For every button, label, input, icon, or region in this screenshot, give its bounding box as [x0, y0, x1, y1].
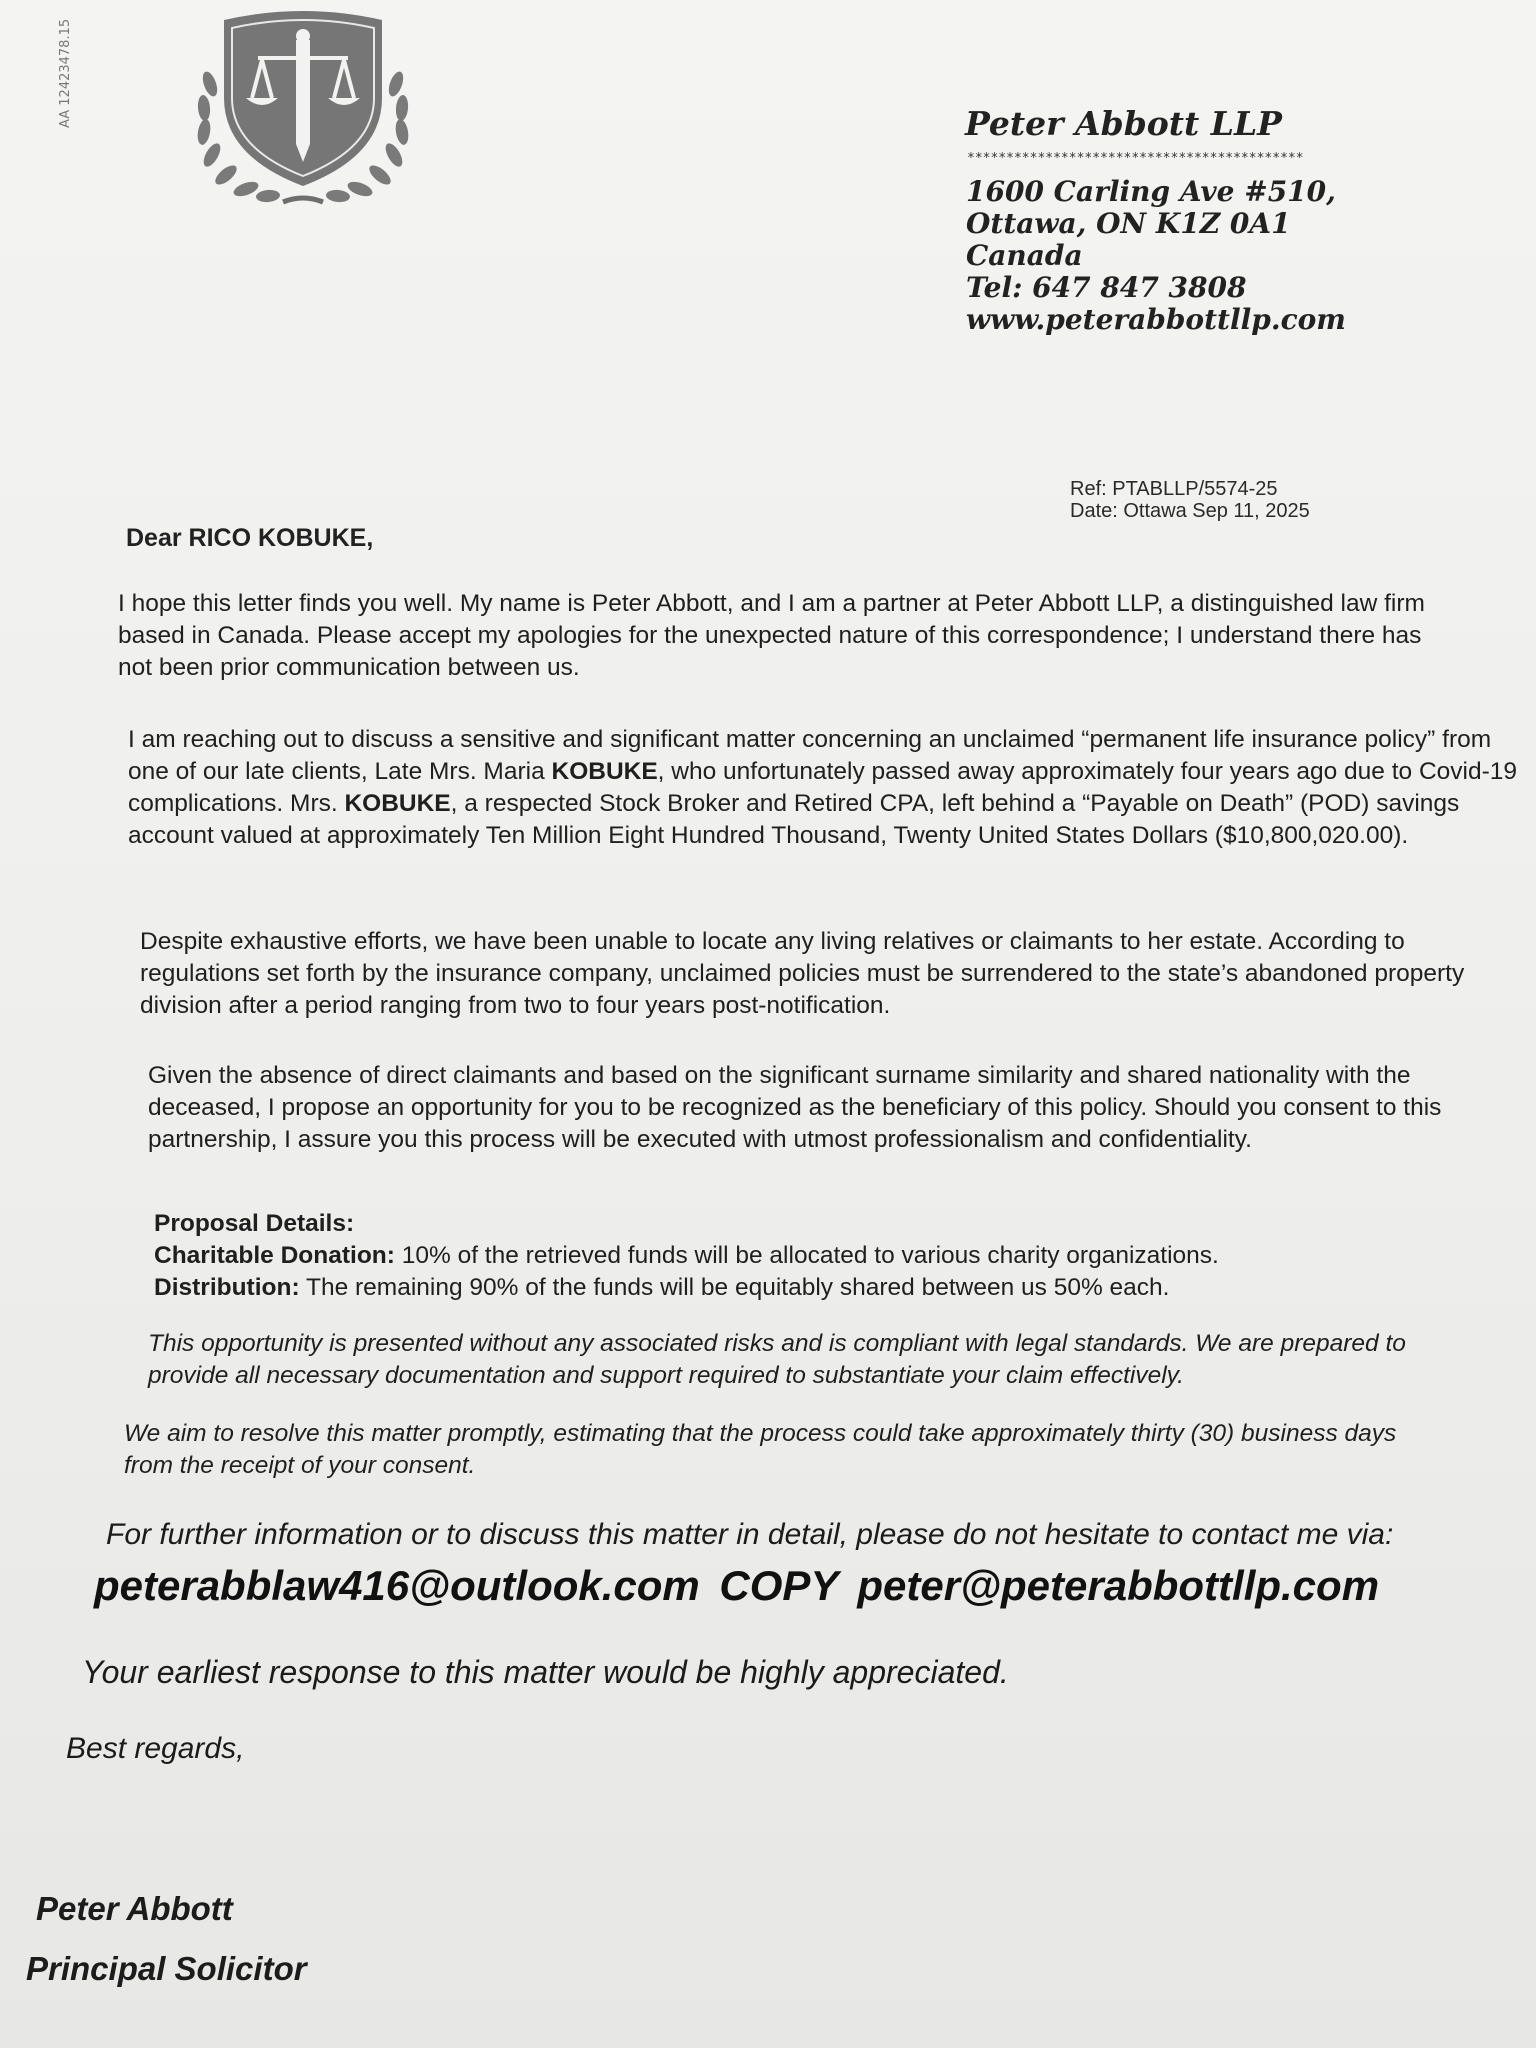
telephone: Tel: 647 847 3808 — [966, 271, 1247, 304]
paragraph-timeline: We aim to resolve this matter promptly, estimating that the process could take approximately thirty (30) business days from the receipt of your consent. — [124, 1420, 1397, 1479]
firm-name: Peter Abbott LLP — [965, 104, 1282, 143]
signatory-title: Principal Solicitor — [26, 1950, 307, 1987]
charity-line: Charitable Donation: 10% of the retrieved funds will be allocated to various charity organizations. — [154, 1242, 1219, 1269]
contact-instruction: For further information or to discuss this matter in detail, please do not hesitate to contact me via: — [106, 1518, 1394, 1551]
response-request: Your earliest response to this matter would be highly appreciated. — [82, 1654, 1009, 1690]
paragraph-efforts: Despite exhaustive efforts, we have been unable to locate any living relatives or claimants to her estate. According to regulations set forth by the insurance company, unclaimed policies must be surrendered to the state’s abandoned property division after a period ranging from two to four years post-notification. — [140, 928, 1465, 1019]
paragraph-intro: I hope this letter finds you well. My name is Peter Abbott, and I am a partner at Peter Abbott LLP, a distinguished law firm based in Canada. Please accept my apologies for the unexpected nature of this correspondence; I understand there has not been prior communication between us. — [118, 590, 1425, 681]
salutation: Dear RICO KOBUKE, — [126, 524, 374, 552]
scales-of-justice-crest-logo — [188, 6, 418, 216]
letter-date: Date: Ottawa Sep 11, 2025 — [1070, 500, 1310, 522]
address-city: Ottawa, ON K1Z 0A1 — [966, 207, 1291, 240]
contact-emails: peterabblaw416@outlook.com COPY peter@peterabbottllp.com — [94, 1562, 1380, 1609]
address-street: 1600 Carling Ave #510, — [966, 175, 1336, 208]
letterhead-divider: ******************************************* — [967, 151, 1304, 166]
distribution-line: Distribution: The remaining 90% of the funds will be equitably shared between us 50% each. — [154, 1274, 1170, 1301]
reference-number: Ref: PTABLLP/5574-25 — [1070, 478, 1278, 500]
address-country: Canada — [966, 239, 1083, 272]
proposal-heading: Proposal Details: — [154, 1210, 355, 1237]
paragraph-proposal: Given the absence of direct claimants and based on the significant surname similarity and shared nationality with the deceased, I propose an opportunity for you to be recognized as the beneficiary of this policy. Should you consent to this partnership, I assure you this process will be executed with utmost professionalism and confidentiality. — [148, 1062, 1442, 1153]
reference-block — [1070, 478, 1310, 522]
paragraph-policy: I am reaching out to discuss a sensitive and significant matter concerning an unclaimed “permanent life insurance policy” from one of our late clients, Late Mrs. Maria KOBUKE, who unfortunately passed away approximately four years ago due to Covid-19 complications. Mrs. KOBUKE, a respected Stock Broker and Retired CPA, left behind a “Payable on Death” (POD) savings account valued at approximately Ten Million Eight Hundred Thousand, Twenty United States Dollars ($10,800,020.00). — [128, 726, 1518, 849]
paragraph-risk-free: This opportunity is presented without any associated risks and is compliant with legal standards. We are prepared to provide all necessary documentation and support required to substantiate your claim effectively. — [148, 1330, 1406, 1389]
proposal-details — [154, 1208, 1474, 1304]
serial-number: AA 12423478.15 — [58, 18, 73, 128]
closing: Best regards, — [66, 1732, 245, 1765]
signatory-name: Peter Abbott — [36, 1890, 233, 1927]
website: www.peterabbottllp.com — [966, 303, 1346, 336]
